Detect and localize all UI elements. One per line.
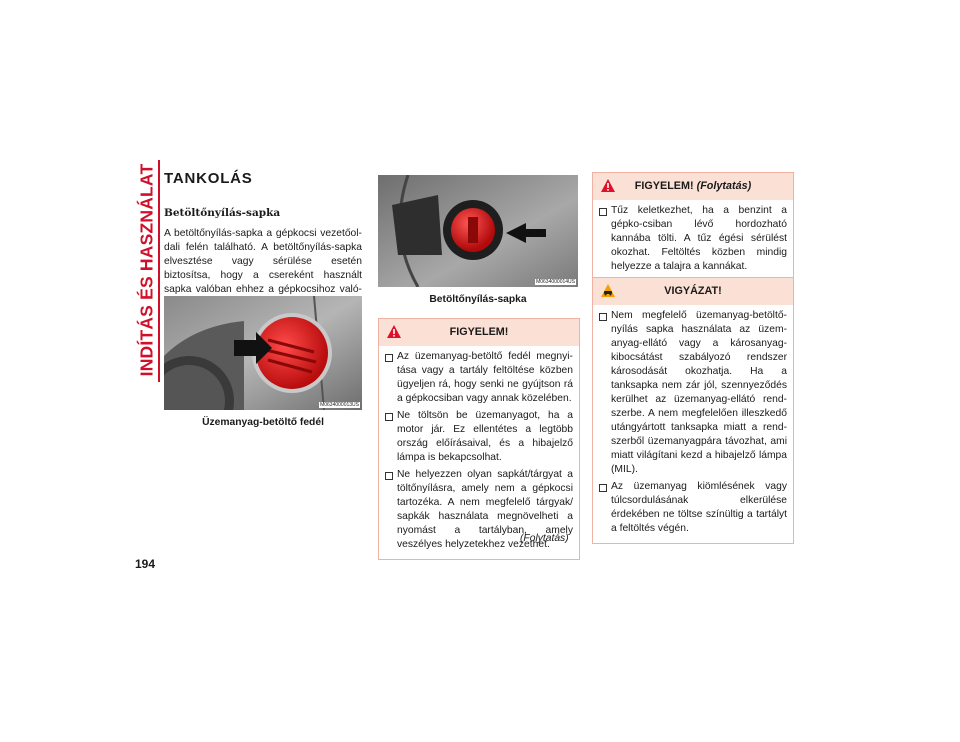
- caution-box-header: [593, 278, 793, 305]
- list-item: Ne töltsön be üzemanyagot, ha a motor jár. Ez ellentétes a legtöbb ország előírásaival, és a hibajelző lámpa is bekapcsolhat.: [385, 409, 573, 465]
- figure-caption: Betöltőnyílás-sapka: [429, 294, 527, 305]
- warning-continued-title: FIGYELEM! (Folytatás): [634, 180, 752, 192]
- page-number: 194: [135, 557, 156, 571]
- caution-box: [592, 277, 794, 544]
- warning-continued-header: [593, 173, 793, 200]
- chapter-sidebar: [136, 162, 158, 378]
- warning-box-header: [379, 319, 579, 346]
- section-heading: TANKOLÁS: [164, 170, 253, 187]
- bullet-square-icon: [599, 208, 607, 216]
- bullet-square-icon: [599, 484, 607, 492]
- caution-list: [593, 305, 793, 543]
- chapter-title: INDÍTÁS ÉS HASZNÁLAT: [136, 163, 157, 377]
- warning-box: [378, 318, 580, 560]
- figure-code: M0634000014US: [536, 279, 575, 285]
- figure-caption: Üzemanyag-betöltő fedél: [202, 417, 324, 428]
- section-paragraph: A betöltőnyílás-sapka a gépkocsi vezetőol-dali felén található. A betöltőnyílás-sapka elvesztése vagy sérülése esetén biztosítsa, hogy a csereként használt sapka valóban ehhez a gépkocsihoz való-: [164, 228, 362, 295]
- list-item: Az üzemanyag kiömlésének vagy túlcsordulásának elkerülése érdekében ne töltse színültig a tartályt a feltöltés végén.: [599, 480, 787, 536]
- fuel-door-photo: [164, 296, 362, 410]
- fuel-cap-illustration: [378, 175, 578, 287]
- fuel-cap-photo: [378, 175, 578, 287]
- list-item: Az üzemanyag-betöltő fedél megnyi-tása vagy a tartály feltöltése közben ügyeljen rá, hogy senki ne gyújtson rá a gépkocsiban vagy annak közelében.: [385, 350, 573, 406]
- caution-box-title: VIGYÁZAT!: [664, 285, 722, 297]
- list-item: Tűz keletkezhet, ha a benzint a gépko-csiban lévő hordozható kannába tölti. A tűz égési sérülést okozhat. Feltöltés közben mindig helyezze a talajra a kannákat.: [599, 204, 787, 274]
- fuel-door-illustration: [164, 296, 362, 410]
- continued-label: (Folytatás): [520, 533, 569, 544]
- sidebar-divider: [158, 160, 160, 382]
- bullet-square-icon: [385, 354, 393, 362]
- bullet-square-icon: [385, 413, 393, 421]
- bullet-square-icon: [385, 472, 393, 480]
- section-subheading: Betöltőnyílás-sapka: [164, 207, 281, 219]
- warning-box-title: FIGYELEM!: [449, 326, 509, 338]
- warning-list: [379, 346, 579, 559]
- list-item: Nem megfelelő üzemanyag-betöltő-nyílás sapka használata az üzem-anyag-ellátó vagy a károsanyag-kibocsátást szabályozó rendszer károsodását okozhatja. Ha a tanksapka nem zár jól, szennyeződés kerülhet az üzemanyag-ellátó rend-szerbe. A nem megfelelően illeszkedő utángyártott tanksapka miatt a rend-szerből üzemanyagpára távozhat, ami miatt világítani kezd a hibajelző lámpa (MIL).: [599, 309, 787, 477]
- bullet-square-icon: [599, 313, 607, 321]
- figure-code: M0634000013US: [320, 402, 359, 408]
- warning-continued-list: [593, 200, 793, 281]
- section-column: [164, 170, 362, 311]
- warning-continued-box: [592, 172, 794, 282]
- list-item: Ne helyezzen olyan sapkát/tárgyat a töltőnyílásra, amely nem a gépkocsi tartozéka. A nem megfelelő tárgyak/ sapkák használata megnövelheti a nyomást a tartályban, amely veszélyes helyzetekhez vezethet.: [385, 468, 573, 552]
